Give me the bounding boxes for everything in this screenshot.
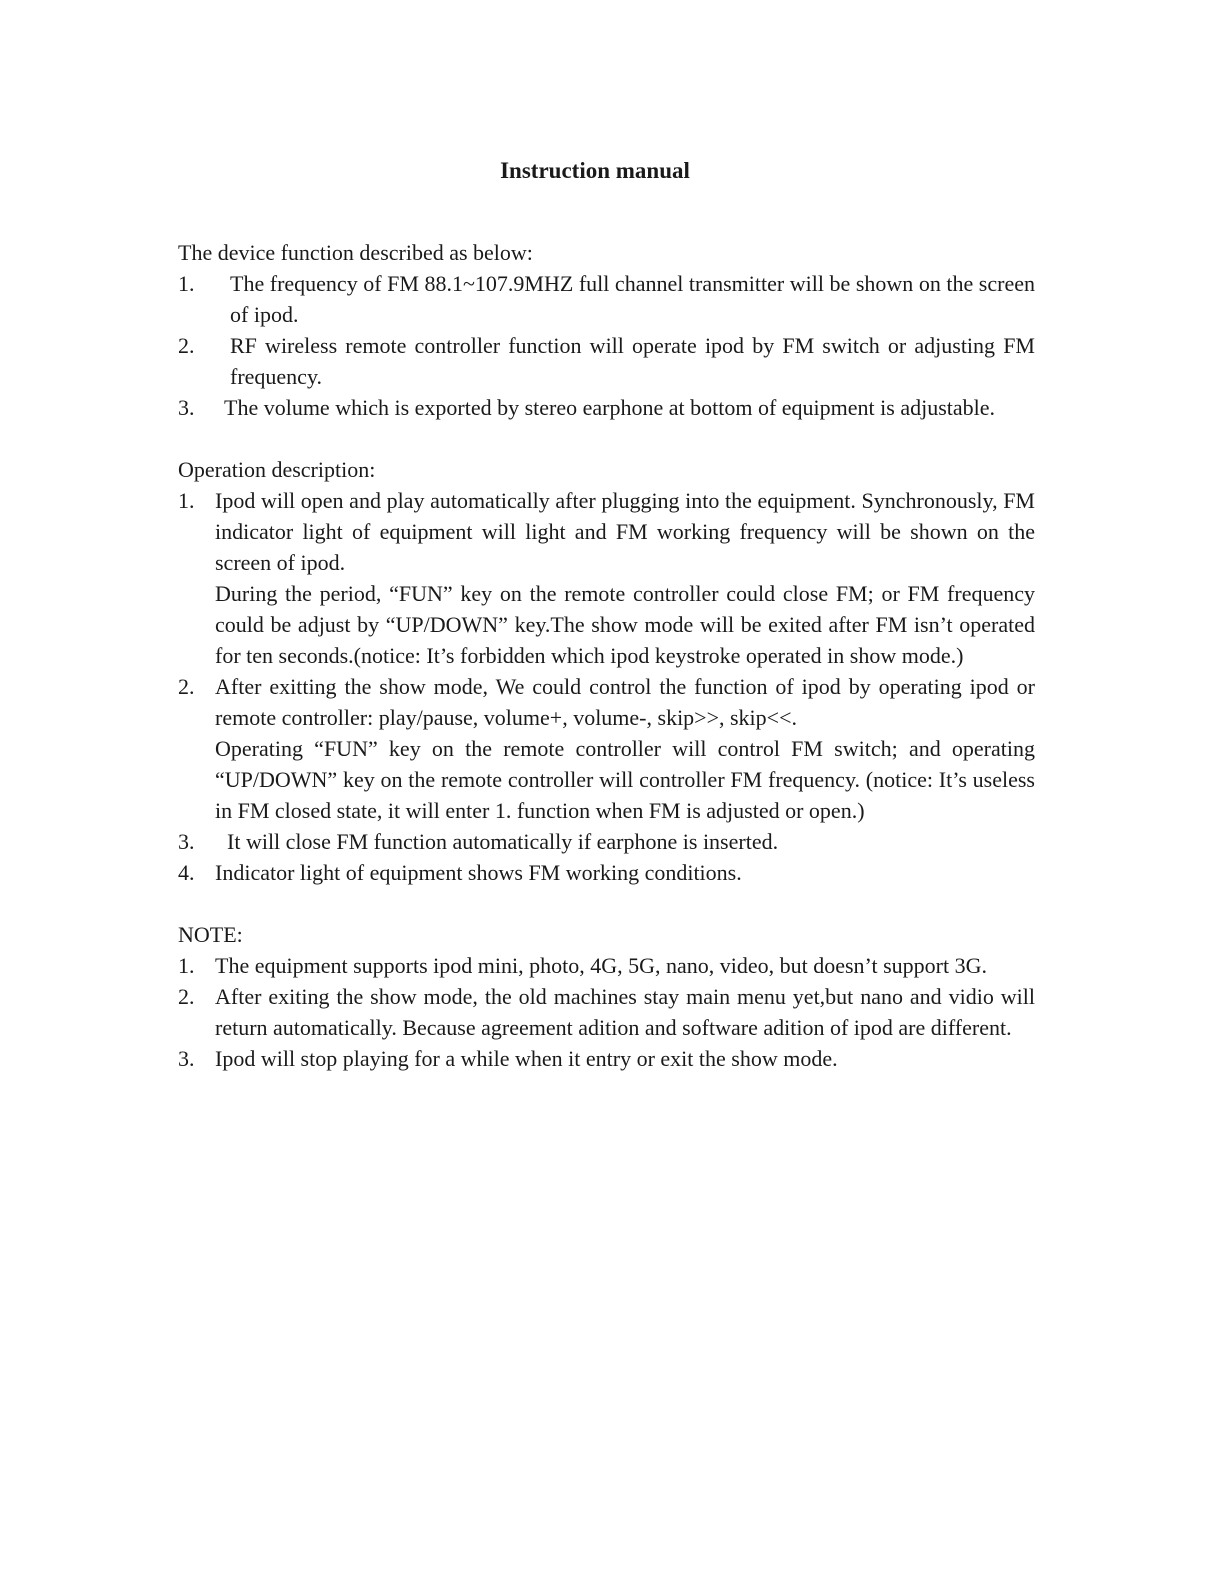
list-number: 3. (178, 1046, 195, 1071)
list-text: Ipod will open and play automatically after plugging into the equipment. Synchronously, FM indicator light of equipment will light and FM working frequency will be shown on the screen of ipod. (215, 488, 1035, 575)
list-item (178, 857, 1035, 888)
list-number: 1. (178, 488, 195, 513)
section-note (178, 919, 1035, 1074)
list-item (178, 485, 1035, 671)
list-number: 1. (178, 271, 195, 296)
spacer (178, 888, 1035, 919)
list-number: 4. (178, 860, 195, 885)
spacer (178, 423, 1035, 454)
list-text: Indicator light of equipment shows FM working conditions. (215, 860, 742, 885)
list-number: 3. (178, 829, 195, 854)
list-number: 2. (178, 333, 195, 358)
list-number: 1. (178, 953, 195, 978)
list-text: The frequency of FM 88.1~107.9MHZ full channel transmitter will be shown on the screen of ipod. (230, 271, 1035, 327)
document-title: Instruction manual (500, 158, 690, 183)
document-body (178, 237, 1035, 1074)
section-heading: The device function described as below: (178, 240, 533, 265)
list-item (178, 981, 1035, 1043)
list-item (178, 950, 1035, 981)
list-text: After exitting the show mode, We could control the function of ipod by operating ipod or remote controller: play/pause, volume+, volume-, skip>>, skip<<. (215, 674, 1035, 730)
list-text: Ipod will stop playing for a while when it entry or exit the show mode. (215, 1046, 838, 1071)
list-item (178, 826, 1035, 857)
list-subparagraph: Operating “FUN” key on the remote controller will control FM switch; and operating “UP/DOWN” key on the remote controller will controller FM frequency. (notice: It’s useless in FM closed state, it will enter 1. function when FM is adjusted or open.) (215, 736, 1035, 823)
list-number: 2. (178, 674, 195, 699)
section-device-functions (178, 237, 1035, 423)
list-item (178, 330, 1035, 392)
section-heading: NOTE: (178, 922, 243, 947)
list-text: It will close FM function automatically if earphone is inserted. (227, 829, 779, 854)
list-item (178, 268, 1035, 330)
list-number: 2. (178, 984, 195, 1009)
list-number: 3. (178, 395, 195, 420)
section-heading: Operation description: (178, 457, 376, 482)
list-item (178, 671, 1035, 826)
section-operation-description (178, 454, 1035, 888)
list-item (178, 1043, 1035, 1074)
list-item (178, 392, 1035, 423)
list-text: After exiting the show mode, the old machines stay main menu yet,but nano and vidio will return automatically. Because agreement adition and software adition of ipod are different. (215, 984, 1035, 1040)
list-text: RF wireless remote controller function will operate ipod by FM switch or adjusting FM frequency. (230, 333, 1035, 389)
list-text: The equipment supports ipod mini, photo, 4G, 5G, nano, video, but doesn’t support 3G. (215, 953, 987, 978)
list-subparagraph: During the period, “FUN” key on the remote controller could close FM; or FM frequency could be adjust by “UP/DOWN” key.The show mode will be exited after FM isn’t operated for ten seconds.(notice: It’s forbidden which ipod keystroke operated in show mode.) (215, 581, 1035, 668)
list-text: The volume which is exported by stereo earphone at bottom of equipment is adjustable. (224, 395, 996, 420)
